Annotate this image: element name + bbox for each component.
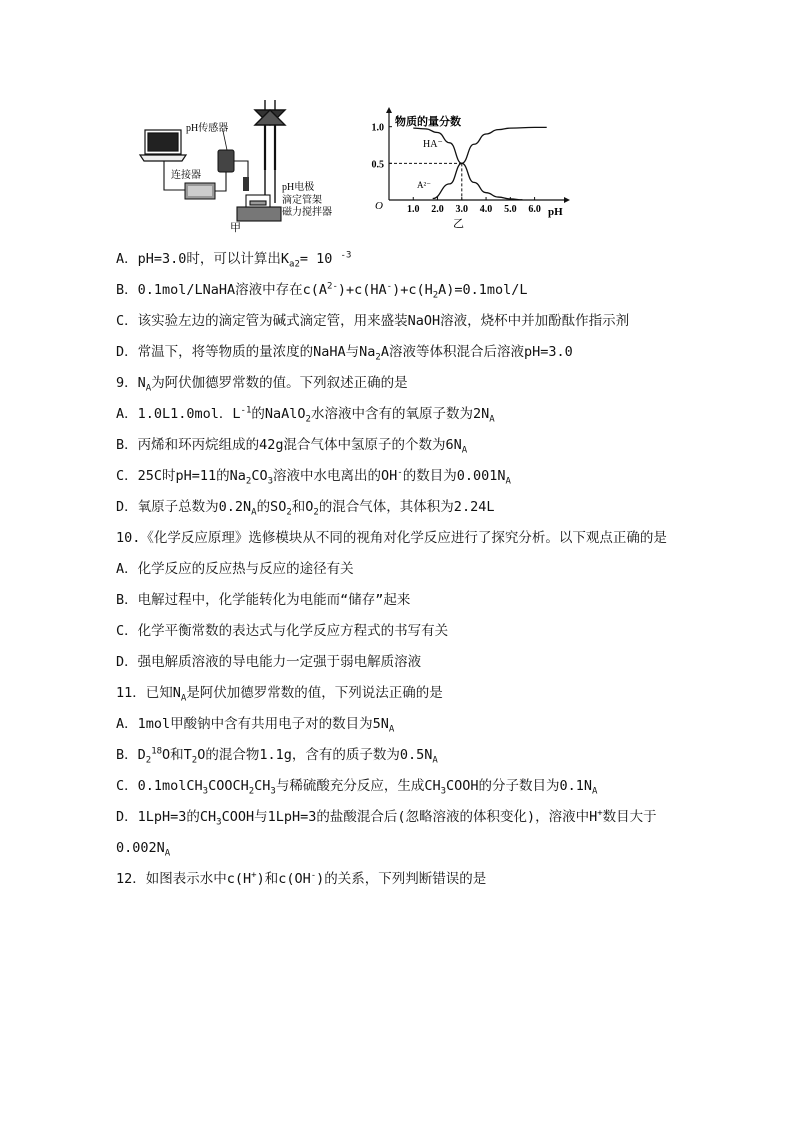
chart-y-tick-label: 0.5	[371, 159, 384, 171]
chart-series-label-ha: HA⁻	[423, 139, 443, 150]
chart-x-tick-label: 2.0	[431, 204, 444, 215]
titration-apparatus-figure	[130, 95, 350, 235]
label-ph-electrode: pH电极	[282, 182, 315, 193]
chart-x-label: pH	[548, 206, 563, 218]
option-8a: A．pH=3.0时，可以计算出$K_{a2}= 10$ $^{-3}$	[116, 250, 352, 270]
chart-series-label-a: A²⁻	[417, 180, 431, 190]
buret-stand-icon	[255, 100, 285, 203]
option-11b: B．$D_2^{18}O$和$T_2O$的混合物1.1g，含有的质子数为$0.5N_A$	[116, 746, 438, 766]
chart-x-tick-label: 1.0	[407, 204, 420, 215]
chart-x-arrow	[564, 197, 570, 203]
question-9: 9．$N_A$为阿伏伽德罗常数的值。下列叙述正确的是	[116, 375, 408, 394]
laptop-icon	[140, 130, 186, 161]
ph-electrode-icon	[243, 177, 249, 191]
chart-x-tick-label: 5.0	[504, 204, 517, 215]
chart-x-tick-label: 3.0	[455, 204, 469, 215]
ph-sensor-icon	[218, 150, 234, 172]
option-11c: C．$0.1molCH_3COOCH_2CH_3$与稀硫酸充分反应，生成$CH_3COOH$的分子数目为$0.1N_A$	[116, 778, 598, 797]
option-10d: D．强电解质溶液的导电能力一定强于弱电解质溶液	[116, 654, 422, 670]
label-stirrer: 磁力搅拌器	[282, 207, 332, 218]
option-11d: D．1LpH=3的$CH_3COOH$与1LpH=3的盐酸混合后(忽略溶液的体积变化)，溶液中H+数目大于	[116, 808, 657, 828]
option-8c: C．该实验左边的滴定管为碱式滴定管，用来盛装NaOH溶液，烧杯中并加酚酞作指示剂	[116, 313, 630, 329]
chart-y-tick-label: 1.0	[371, 122, 384, 134]
option-11d-cont: $0.002N_A$	[116, 840, 171, 859]
label-connector: 连接器	[171, 170, 201, 181]
option-10a: A．化学反应的反应热与反应的途径有关	[116, 561, 354, 577]
option-11a: A．1mol甲酸钠中含有共用电子对的数目为$5N_A$	[116, 716, 395, 735]
chart-caption-yi: 乙	[453, 218, 464, 230]
option-8d: D．常温下，将等物质的量浓度的NaHA与$Na_2A$溶液等体积混合后溶液pH=3.0	[116, 344, 573, 363]
label-ph-sensor: pH传感器	[186, 123, 229, 134]
chart-x-tick-label: 4.0	[479, 204, 493, 215]
question-11: 11．已知$N_A$是阿伏加德罗常数的值，下列说法正确的是	[116, 685, 443, 704]
question-10: 10.《化学反应原理》选修模块从不同的视角对化学反应进行了探究分析。以下观点正确的是	[116, 530, 667, 546]
chart-x-tick-label: 6.0	[528, 204, 541, 215]
species-distribution-chart	[365, 105, 575, 230]
chart-origin: O	[375, 200, 383, 212]
chart-y-title: 物质的量分数	[395, 116, 461, 128]
chart-y-arrow	[386, 107, 392, 113]
figure-caption-jia: 甲	[230, 222, 241, 234]
option-8b: B．0.1mol/LNaHA溶液中存在$c(A^{2-})+c(HA^-)+c(H_2A)=0.1mol/L$	[116, 281, 528, 301]
option-9d: D．氧原子总数为$0.2N_A$的$SO_2$和$O_2$的混合气体，其体积为2.24L	[116, 499, 495, 518]
option-10c: C．化学平衡常数的表达式与化学反应方程式的书写有关	[116, 623, 449, 639]
option-9c: C．25C时pH=11的$Na_2CO_3$溶液中水电离出的OH-的数目为$0.001N_A$	[116, 467, 511, 487]
connector-box-icon	[185, 183, 215, 199]
option-9a: A．1.0L1.0mol．$L^{-1}$的NaAlO$_2$水溶液中含有的氧原子数为$2N_A$	[116, 405, 495, 425]
label-buret-stand: 滴定管架	[282, 195, 322, 206]
question-12: 12．如图表示水中c(H+)和c(OH-)的关系，下列判断错误的是	[116, 870, 487, 887]
option-9b: B．丙烯和环丙烷组成的42g混合气体中氢原子的个数为$6N_A$	[116, 437, 468, 456]
option-10b: B．电解过程中，化学能转化为电能而“储存”起来	[116, 592, 411, 608]
